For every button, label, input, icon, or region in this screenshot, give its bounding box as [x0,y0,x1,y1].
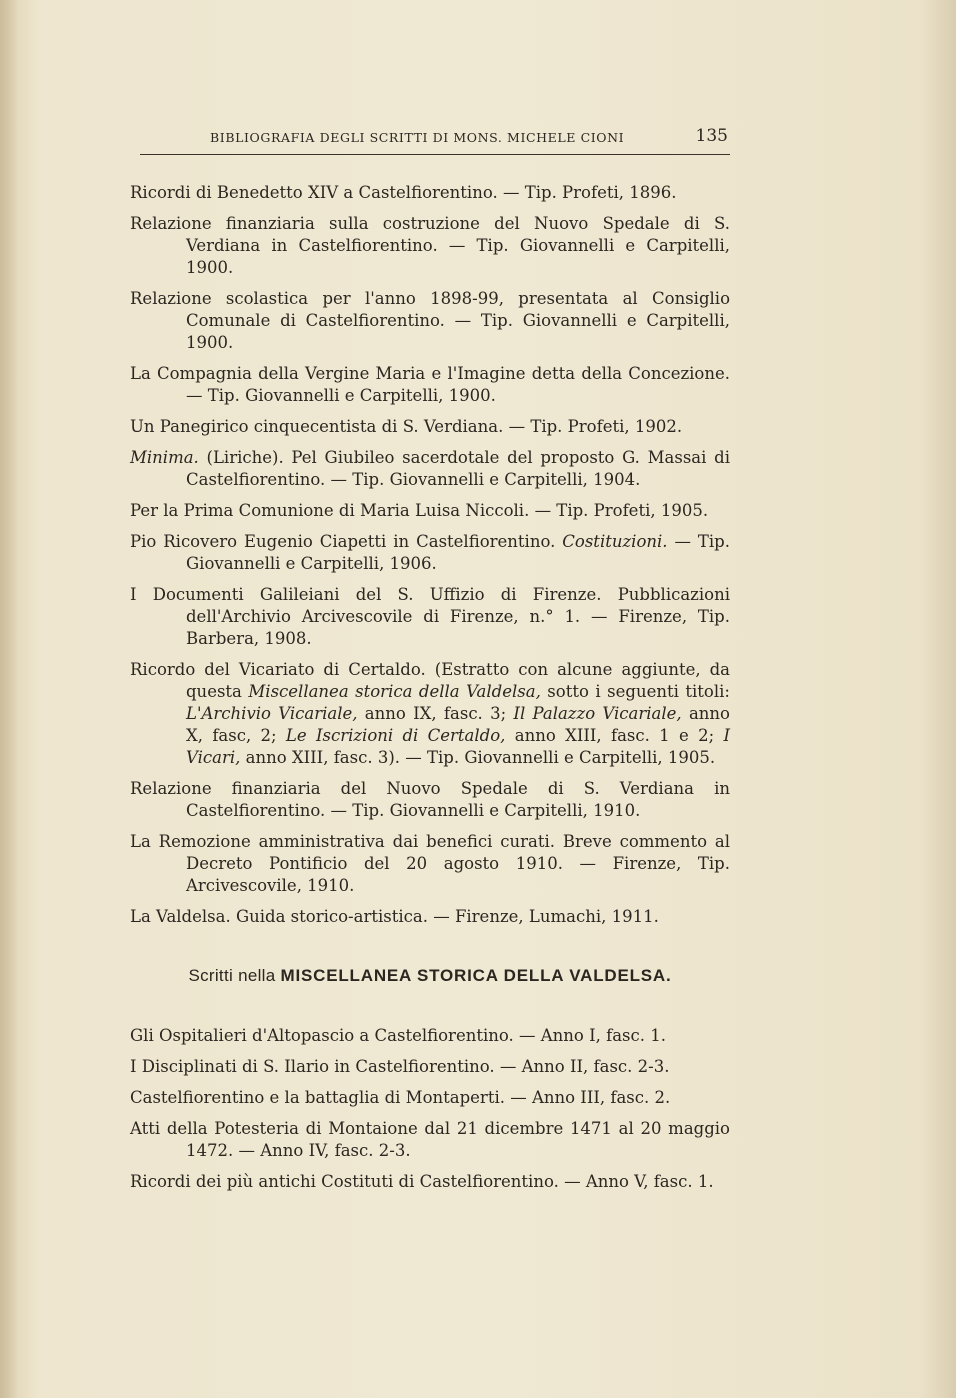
miscellanea-entry: Atti della Potesteria di Montaione dal 21 dicembre 1471 al 20 maggio 1472. — Anno IV, fasc. 2-3. [130,1119,730,1160]
entry-italic-title: Le Iscrizioni di Certaldo, [285,726,506,745]
miscellanea-list [130,1025,730,1202]
entry-text: Pio Ricovero Eugenio Ciapetti in Castelfiorentino. [130,532,563,551]
bibliography-entry: Per la Prima Comunione di Maria Luisa Niccoli. — Tip. Profeti, 1905. [130,501,709,520]
running-head [140,126,730,155]
entry-italic-title: Il Palazzo Vicariale, [513,704,682,723]
entry-text: — Tip. Giovannelli e Carpitelli, 1906. [186,532,730,573]
entry-text: anno IX, fasc. 3; [357,704,514,723]
entry-text: anno XIII, fasc. 1 e 2; [505,726,724,745]
bibliography-entry [130,447,730,491]
bibliography-entry: La Valdelsa. Guida storico-artistica. — Firenze, Lumachi, 1911. [130,907,659,926]
section-heading-prefix: Scritti nella [188,966,281,985]
entry-text: sotto i seguenti titoli: [540,682,730,701]
bibliography-entry: La Remozione amministrativa dai benefici curati. Breve commento al Decreto Pontificio del 20 agosto 1910. — Firenze, Tip. Arcivescovile, 1910. [130,832,730,895]
entry-italic-title: Minima. [130,448,199,467]
entry-italic-title: L'Archivio Vicariale, [186,704,358,723]
entry-italic-title: I Vicari, [186,726,730,767]
miscellanea-entry: Gli Ospitalieri d'Altopascio a Castelfiorentino. — Anno I, fasc. 1. [130,1026,666,1045]
entry-text: Ricordo del Vicariato di Certaldo. (Estratto con alcune aggiunte, da questa [130,660,730,701]
bibliography-entry: La Compagnia della Vergine Maria e l'Imagine detta della Concezione. — Tip. Giovannelli e Carpitelli, 1900. [130,364,730,405]
bibliography-list [130,182,730,937]
bibliography-entry [130,659,730,769]
bibliography-entry: Un Panegirico cinquecentista di S. Verdiana. — Tip. Profeti, 1902. [130,417,683,436]
miscellanea-entry: I Disciplinati di S. Ilario in Castelfiorentino. — Anno II, fasc. 2-3. [130,1057,670,1076]
miscellanea-entry: Castelfiorentino e la battaglia di Montaperti. — Anno III, fasc. 2. [130,1088,671,1107]
entry-text: (Liriche). Pel Giubileo sacerdotale del proposto G. Massai di Castelfiorentino. — Tip. Giovannelli e Carpitelli, 1904. [186,448,730,489]
bibliography-entry: Relazione finanziaria del Nuovo Spedale di S. Verdiana in Castelfiorentino. — Tip. Giovannelli e Carpitelli, 1910. [130,779,730,820]
miscellanea-entry: Ricordi dei più antichi Costituti di Castelfiorentino. — Anno V, fasc. 1. [130,1172,714,1191]
page-number: 135 [695,126,728,146]
page-spine-shadow [0,0,18,1398]
bibliography-entry: Relazione scolastica per l'anno 1898-99, presentata al Consiglio Comunale di Castelfiorentino. — Tip. Giovannelli e Carpitelli, 1900. [130,289,730,352]
entry-text: anno XIII, fasc. 3). — Tip. Giovannelli e Carpitelli, 1905. [240,748,716,767]
section-heading-title: MISCELLANEA STORICA DELLA VALDELSA. [280,966,672,985]
running-title: BIBLIOGRAFIA DEGLI SCRITTI DI MONS. MICHELE CIONI [210,130,625,145]
bibliography-entry: Relazione finanziaria sulla costruzione del Nuovo Spedale di S. Verdiana in Castelfiorentino. — Tip. Giovannelli e Carpitelli, 1900. [130,214,730,277]
bibliography-entry: Ricordi di Benedetto XIV a Castelfiorentino. — Tip. Profeti, 1896. [130,183,677,202]
section-heading [130,966,730,986]
entry-text: anno X, fasc, 2; [186,704,730,745]
entry-italic-title: Miscellanea storica della Valdelsa, [248,682,541,701]
entry-italic-title: Costituzioni. [562,532,668,551]
bibliography-entry: I Documenti Galileiani del S. Uffizio di Firenze. Pubblicazioni dell'Archivio Arcivescovile di Firenze, n.° 1. — Firenze, Tip. Barbera, 1908. [130,585,730,648]
bibliography-entry [130,531,730,575]
